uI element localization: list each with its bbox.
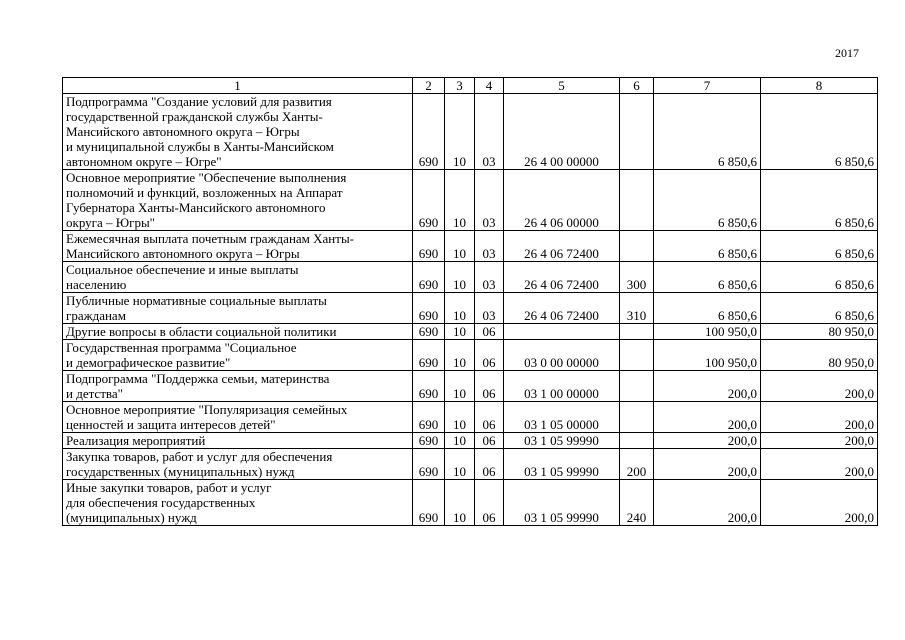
code-target-cell: 26 4 06 72400: [504, 293, 620, 324]
column-header: 3: [445, 78, 475, 94]
code-target-cell: 03 1 00 00000: [504, 371, 620, 402]
code-section-cell: 10: [445, 94, 475, 170]
code-target-cell: 03 1 05 00000: [504, 402, 620, 433]
code-gov-cell: 690: [413, 480, 445, 526]
code-target-cell: [504, 324, 620, 340]
code-section-cell: 10: [445, 449, 475, 480]
column-header: 2: [413, 78, 445, 94]
code-expense-type-cell: 200: [620, 449, 654, 480]
code-section-cell: 10: [445, 340, 475, 371]
row-name-cell: Ежемесячная выплата почетным гражданам Ханты- Мансийского автономного округа – Югры: [63, 231, 413, 262]
table-row: [63, 371, 878, 402]
code-subsection-cell: 06: [475, 371, 504, 402]
code-gov-cell: 690: [413, 293, 445, 324]
code-subsection-cell: 03: [475, 293, 504, 324]
table-row: [63, 262, 878, 293]
code-expense-type-cell: [620, 371, 654, 402]
amount-cell: 6 850,6: [761, 94, 878, 170]
amount-cell: 200,0: [654, 402, 761, 433]
code-expense-type-cell: [620, 340, 654, 371]
amount-cell: 200,0: [654, 480, 761, 526]
row-name-cell: Социальное обеспечение и иные выплаты населению: [63, 262, 413, 293]
code-section-cell: 10: [445, 324, 475, 340]
code-section-cell: 10: [445, 480, 475, 526]
amount-cell: 6 850,6: [761, 170, 878, 231]
code-gov-cell: 690: [413, 262, 445, 293]
column-header: 8: [761, 78, 878, 94]
code-section-cell: 10: [445, 402, 475, 433]
table-row: [63, 449, 878, 480]
code-gov-cell: 690: [413, 449, 445, 480]
code-section-cell: 10: [445, 293, 475, 324]
row-name-cell: Подпрограмма "Создание условий для развития государственной гражданской службы Ханты- Мансийского автономного округа – Югры и муниципальной службы в Ханты-Мансийском автономном округе – Югре": [63, 94, 413, 170]
amount-cell: 200,0: [761, 433, 878, 449]
code-target-cell: 26 4 06 72400: [504, 262, 620, 293]
code-subsection-cell: 03: [475, 170, 504, 231]
code-expense-type-cell: 300: [620, 262, 654, 293]
column-header: 5: [504, 78, 620, 94]
budget-table: [62, 77, 878, 526]
amount-cell: 80 950,0: [761, 340, 878, 371]
code-gov-cell: 690: [413, 231, 445, 262]
code-gov-cell: 690: [413, 324, 445, 340]
code-gov-cell: 690: [413, 402, 445, 433]
amount-cell: 200,0: [761, 449, 878, 480]
table-header-row: [63, 78, 878, 94]
row-name-cell: Государственная программа "Социальное и демографическое развитие": [63, 340, 413, 371]
code-subsection-cell: 06: [475, 480, 504, 526]
code-section-cell: 10: [445, 170, 475, 231]
amount-cell: 6 850,6: [654, 231, 761, 262]
amount-cell: 200,0: [761, 402, 878, 433]
table-row: [63, 231, 878, 262]
amount-cell: 200,0: [761, 371, 878, 402]
code-expense-type-cell: 240: [620, 480, 654, 526]
row-name-cell: Основное мероприятие "Популяризация семейных ценностей и защита интересов детей": [63, 402, 413, 433]
amount-cell: 6 850,6: [654, 262, 761, 293]
amount-cell: 6 850,6: [761, 231, 878, 262]
table-row: [63, 340, 878, 371]
amount-cell: 200,0: [654, 449, 761, 480]
row-name-cell: Другие вопросы в области социальной политики: [63, 324, 413, 340]
code-target-cell: 26 4 06 72400: [504, 231, 620, 262]
amount-cell: 6 850,6: [654, 293, 761, 324]
amount-cell: 200,0: [654, 433, 761, 449]
code-section-cell: 10: [445, 231, 475, 262]
table-row: [63, 480, 878, 526]
code-subsection-cell: 03: [475, 231, 504, 262]
code-section-cell: 10: [445, 433, 475, 449]
code-target-cell: 03 0 00 00000: [504, 340, 620, 371]
code-expense-type-cell: [620, 231, 654, 262]
amount-cell: 6 850,6: [654, 94, 761, 170]
amount-cell: 6 850,6: [761, 262, 878, 293]
code-section-cell: 10: [445, 262, 475, 293]
code-target-cell: 03 1 05 99990: [504, 480, 620, 526]
code-expense-type-cell: [620, 433, 654, 449]
column-header: 7: [654, 78, 761, 94]
amount-cell: 80 950,0: [761, 324, 878, 340]
table-row: [63, 324, 878, 340]
code-subsection-cell: 06: [475, 449, 504, 480]
code-subsection-cell: 06: [475, 402, 504, 433]
column-header: 4: [475, 78, 504, 94]
row-name-cell: Закупка товаров, работ и услуг для обеспечения государственных (муниципальных) нужд: [63, 449, 413, 480]
code-expense-type-cell: [620, 402, 654, 433]
code-target-cell: 03 1 05 99990: [504, 433, 620, 449]
column-header: 1: [63, 78, 413, 94]
code-target-cell: 26 4 00 00000: [504, 94, 620, 170]
code-expense-type-cell: [620, 324, 654, 340]
table-body: [63, 94, 878, 526]
table-row: [63, 94, 878, 170]
code-gov-cell: 690: [413, 94, 445, 170]
amount-cell: 6 850,6: [761, 293, 878, 324]
code-expense-type-cell: 310: [620, 293, 654, 324]
table-row: [63, 433, 878, 449]
row-name-cell: Иные закупки товаров, работ и услуг для обеспечения государственных (муниципальных) нужд: [63, 480, 413, 526]
amount-cell: 200,0: [761, 480, 878, 526]
table-row: [63, 170, 878, 231]
code-gov-cell: 690: [413, 433, 445, 449]
code-subsection-cell: 03: [475, 262, 504, 293]
code-target-cell: 03 1 05 99990: [504, 449, 620, 480]
amount-cell: 200,0: [654, 371, 761, 402]
code-target-cell: 26 4 06 00000: [504, 170, 620, 231]
row-name-cell: Подпрограмма "Поддержка семьи, материнства и детства": [63, 371, 413, 402]
row-name-cell: Публичные нормативные социальные выплаты гражданам: [63, 293, 413, 324]
row-name-cell: Основное мероприятие "Обеспечение выполнения полномочий и функций, возложенных на Аппарат Губернатора Ханты-Мансийского автономного округа – Югры": [63, 170, 413, 231]
table-row: [63, 402, 878, 433]
code-gov-cell: 690: [413, 340, 445, 371]
page-number: 2017: [835, 46, 859, 60]
amount-cell: 6 850,6: [654, 170, 761, 231]
code-gov-cell: 690: [413, 170, 445, 231]
code-expense-type-cell: [620, 94, 654, 170]
code-subsection-cell: 06: [475, 340, 504, 371]
code-gov-cell: 690: [413, 371, 445, 402]
code-subsection-cell: 06: [475, 324, 504, 340]
code-section-cell: 10: [445, 371, 475, 402]
table-row: [63, 293, 878, 324]
code-expense-type-cell: [620, 170, 654, 231]
code-subsection-cell: 03: [475, 94, 504, 170]
amount-cell: 100 950,0: [654, 324, 761, 340]
amount-cell: 100 950,0: [654, 340, 761, 371]
row-name-cell: Реализация мероприятий: [63, 433, 413, 449]
code-subsection-cell: 06: [475, 433, 504, 449]
column-header: 6: [620, 78, 654, 94]
